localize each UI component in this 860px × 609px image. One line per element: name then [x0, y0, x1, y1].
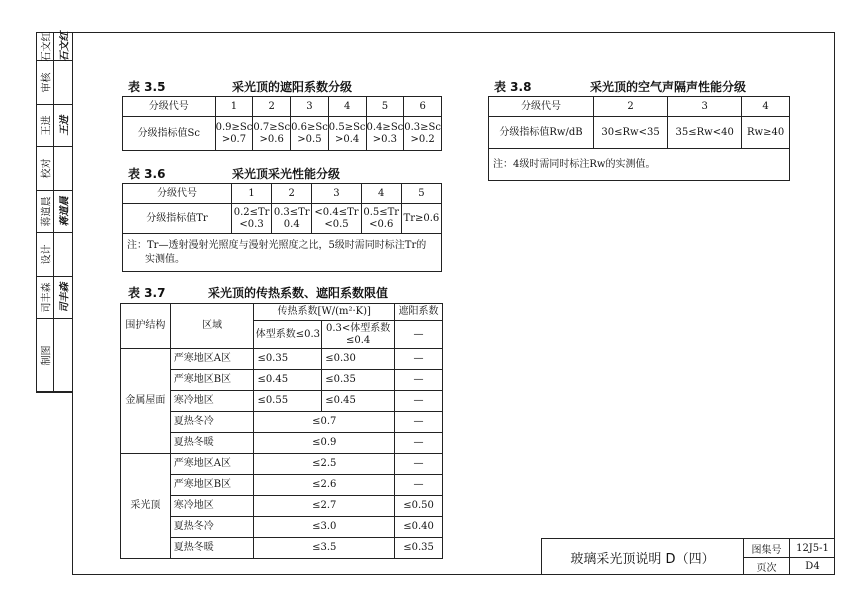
shade-value-cell: — — [395, 454, 443, 475]
grade-cell: 3 — [668, 97, 742, 117]
value-cell — [272, 204, 312, 234]
sidebar-label: 设计 — [41, 244, 53, 265]
value-line: >0.6 — [259, 133, 284, 145]
header-label: 分级代号 — [489, 97, 594, 117]
table-number: 表 3.8 — [494, 80, 532, 94]
zone-cell: 夏热冬暖 — [170, 538, 254, 559]
value-cell — [404, 117, 442, 151]
sidebar-row — [37, 61, 72, 105]
sidebar-signature: 蒋道晨 — [59, 196, 71, 227]
header-sub-shade: — — [395, 321, 443, 349]
sidebar-signature: 司丰森 — [59, 282, 71, 313]
shade-value-cell: — — [395, 412, 443, 433]
heat-value-cell: ≤0.35 — [322, 370, 395, 391]
heat-value-cell: ≤0.30 — [322, 349, 395, 370]
value-line: >0.3 — [372, 133, 398, 145]
table-3-6 — [122, 183, 442, 272]
shade-value-cell: — — [395, 391, 443, 412]
heat-value-cell: ≤0.7 — [254, 412, 395, 433]
value-cell: 35≤Rw<40 — [668, 117, 742, 149]
grade-cell: 5 — [401, 184, 441, 204]
grade-cell: 4 — [328, 97, 366, 117]
sidebar-label: 审核 — [41, 72, 53, 93]
header-label: 分级代号 — [123, 97, 216, 117]
sidebar-row — [37, 191, 72, 233]
table-title: 采光顶的传热系数、遮阳系数限值 — [208, 286, 389, 300]
value-cell — [361, 204, 401, 234]
table-3-5 — [122, 96, 442, 151]
value-line: 0.4 — [283, 218, 300, 230]
value-line: 0.4≥Sc — [366, 121, 404, 133]
shade-value-cell: ≤0.35 — [395, 538, 443, 559]
grade-cell: 3 — [312, 184, 361, 204]
sidebar-signature: 王进 — [59, 115, 71, 136]
table-row — [121, 349, 443, 370]
sidebar-label: 司丰森 — [41, 282, 53, 313]
heat-value-cell: ≤0.35 — [254, 349, 322, 370]
header-shade: 遮阳系数 — [395, 304, 443, 321]
header-sub2-line: 0.3<体型系数 — [326, 322, 391, 334]
table-3-8 — [488, 96, 790, 181]
value-cell: 30≤Rw<35 — [594, 117, 668, 149]
sidebar-label-box — [37, 33, 54, 60]
heat-value-cell: ≤2.6 — [254, 475, 395, 496]
value-line: >0.4 — [335, 133, 360, 145]
sidebar-row — [37, 319, 72, 392]
grade-cell: 1 — [215, 97, 253, 117]
value-cell — [328, 117, 366, 151]
sidebar-signature-box — [54, 319, 72, 391]
table-3-7 — [120, 303, 443, 559]
sidebar-signature-box — [54, 147, 72, 190]
value-cell — [401, 204, 441, 234]
value-line: <0.5 — [324, 218, 349, 230]
sidebar-label-box — [37, 191, 54, 232]
value-line: 0.2≤Tr — [233, 206, 270, 218]
value-cell — [366, 117, 404, 151]
grade-cell: 2 — [594, 97, 668, 117]
zone-cell: 寒冷地区 — [170, 496, 254, 517]
sidebar-label: 制图 — [41, 345, 53, 365]
sidebar-label: 校对 — [41, 158, 53, 179]
zone-cell: 夏热冬冷 — [170, 517, 254, 538]
sidebar-label-box — [37, 147, 54, 190]
sidebar-signature-box — [54, 33, 72, 60]
table-3-8-caption — [494, 78, 747, 95]
value-line: 0.3≥Sc — [404, 121, 441, 133]
header-sub2-line: ≤0.4 — [346, 334, 371, 346]
page-value: D4 — [789, 557, 835, 575]
sidebar-row — [37, 277, 72, 319]
value-line: 0.5≥Sc — [328, 121, 366, 133]
shade-value-cell: ≤0.40 — [395, 517, 443, 538]
signature-sidebar — [36, 32, 73, 393]
table-title: 采光顶采光性能分级 — [232, 167, 341, 181]
sidebar-signature-box — [54, 61, 72, 104]
shade-value-cell: — — [395, 475, 443, 496]
group-name: 采光顶 — [121, 454, 171, 559]
note-line: 注：Tr—透射漫射光照度与漫射光照度之比，5级时需同时标注Tr的 — [127, 239, 427, 251]
title-block — [541, 538, 835, 575]
header-sub2 — [322, 321, 395, 349]
sidebar-signature-box — [54, 277, 72, 318]
value-cell — [232, 204, 272, 234]
value-line: 0.7≥Sc — [253, 121, 291, 133]
sidebar-label: 蒋道晨 — [41, 196, 53, 227]
table-number: 表 3.5 — [128, 80, 166, 94]
table-3-7-caption — [128, 284, 389, 301]
table-title: 采光顶的遮阳系数分级 — [232, 80, 353, 94]
value-line: 0.3≤Tr — [273, 206, 310, 218]
header-structure: 围护结构 — [121, 304, 171, 349]
value-line: Tr≥0.6 — [403, 212, 440, 224]
shade-value-cell: — — [395, 433, 443, 454]
heat-value-cell: ≤3.0 — [254, 517, 395, 538]
sidebar-label-box — [37, 233, 54, 276]
zone-cell: 寒冷地区 — [170, 391, 254, 412]
value-line: >0.7 — [221, 133, 247, 145]
row-label: 分级指标值Tr — [123, 204, 232, 234]
table-number: 表 3.7 — [128, 286, 166, 300]
table-title: 采光顶的空气声隔声性能分级 — [590, 80, 747, 94]
header-zone: 区域 — [170, 304, 254, 349]
sidebar-label-box — [37, 61, 54, 104]
sidebar-row — [37, 105, 72, 147]
grade-cell: 2 — [272, 184, 312, 204]
grade-cell: 2 — [253, 97, 291, 117]
heat-value-cell: ≤0.45 — [322, 391, 395, 412]
sidebar-signature-box — [54, 233, 72, 276]
grade-cell: 5 — [366, 97, 404, 117]
table-number: 表 3.6 — [128, 167, 166, 181]
sidebar-row — [37, 33, 72, 61]
value-line: <0.6 — [369, 218, 394, 230]
sidebar-row — [37, 147, 72, 191]
shade-value-cell: ≤0.50 — [395, 496, 443, 517]
grade-cell: 6 — [404, 97, 442, 117]
atlas-value: 12J5-1 — [789, 538, 835, 557]
value-line: >0.2 — [410, 133, 435, 145]
value-line: >0.5 — [297, 133, 322, 145]
zone-cell: 严寒地区B区 — [170, 370, 254, 391]
sidebar-label-box — [37, 319, 54, 391]
heat-value-cell: ≤2.5 — [254, 454, 395, 475]
row-label: 分级指标值Sc — [123, 117, 216, 151]
zone-cell: 严寒地区A区 — [170, 454, 254, 475]
header-heat: 传热系数[W/(m²·K)] — [254, 304, 395, 321]
value-line: 0.9≥Sc — [215, 121, 253, 133]
value-cell: Rw≥40 — [742, 117, 790, 149]
grade-cell: 3 — [291, 97, 329, 117]
value-line: 0.5≤Tr — [363, 206, 400, 218]
value-line: <0.4≤Tr — [314, 206, 359, 218]
note-line: 实测值。 — [145, 253, 185, 265]
zone-cell: 严寒地区A区 — [170, 349, 254, 370]
sidebar-signature-box — [54, 191, 72, 232]
value-cell — [215, 117, 253, 151]
grade-cell: 4 — [361, 184, 401, 204]
row-label: 分级指标值Rw/dB — [489, 117, 594, 149]
heat-value-cell: ≤2.7 — [254, 496, 395, 517]
sidebar-signature: 石文红 — [59, 31, 71, 62]
value-line: <0.3 — [239, 218, 264, 230]
sidebar-label: 石文红 — [41, 31, 53, 62]
header-label: 分级代号 — [123, 184, 232, 204]
table-note — [123, 234, 442, 272]
zone-cell: 夏热冬暖 — [170, 433, 254, 454]
table-row — [121, 454, 443, 475]
zone-cell: 夏热冬冷 — [170, 412, 254, 433]
table-3-5-caption — [128, 78, 353, 95]
table-3-6-caption — [128, 165, 341, 182]
shade-value-cell: — — [395, 349, 443, 370]
grade-cell: 1 — [232, 184, 272, 204]
heat-value-cell: ≤0.45 — [254, 370, 322, 391]
sidebar-label: 王进 — [41, 115, 53, 136]
group-name: 金属屋面 — [121, 349, 171, 454]
value-cell — [312, 204, 361, 234]
sidebar-label-box — [37, 105, 54, 146]
sidebar-row — [37, 233, 72, 277]
header-sub1: 体型系数≤0.3 — [254, 321, 322, 349]
atlas-label: 图集号 — [743, 538, 789, 557]
shade-value-cell: — — [395, 370, 443, 391]
value-cell — [253, 117, 291, 151]
sidebar-label-box — [37, 277, 54, 318]
grade-cell: 4 — [742, 97, 790, 117]
value-line: 0.6≥Sc — [291, 121, 328, 133]
sheet-title: 玻璃采光顶说明 D（四） — [541, 538, 743, 575]
zone-cell: 严寒地区B区 — [170, 475, 254, 496]
heat-value-cell: ≤3.5 — [254, 538, 395, 559]
table-note: 注：4级时需同时标注Rw的实测值。 — [489, 149, 790, 181]
sidebar-signature-box — [54, 105, 72, 146]
heat-value-cell: ≤0.9 — [254, 433, 395, 454]
page-label: 页次 — [743, 557, 789, 575]
heat-value-cell: ≤0.55 — [254, 391, 322, 412]
value-cell — [291, 117, 329, 151]
